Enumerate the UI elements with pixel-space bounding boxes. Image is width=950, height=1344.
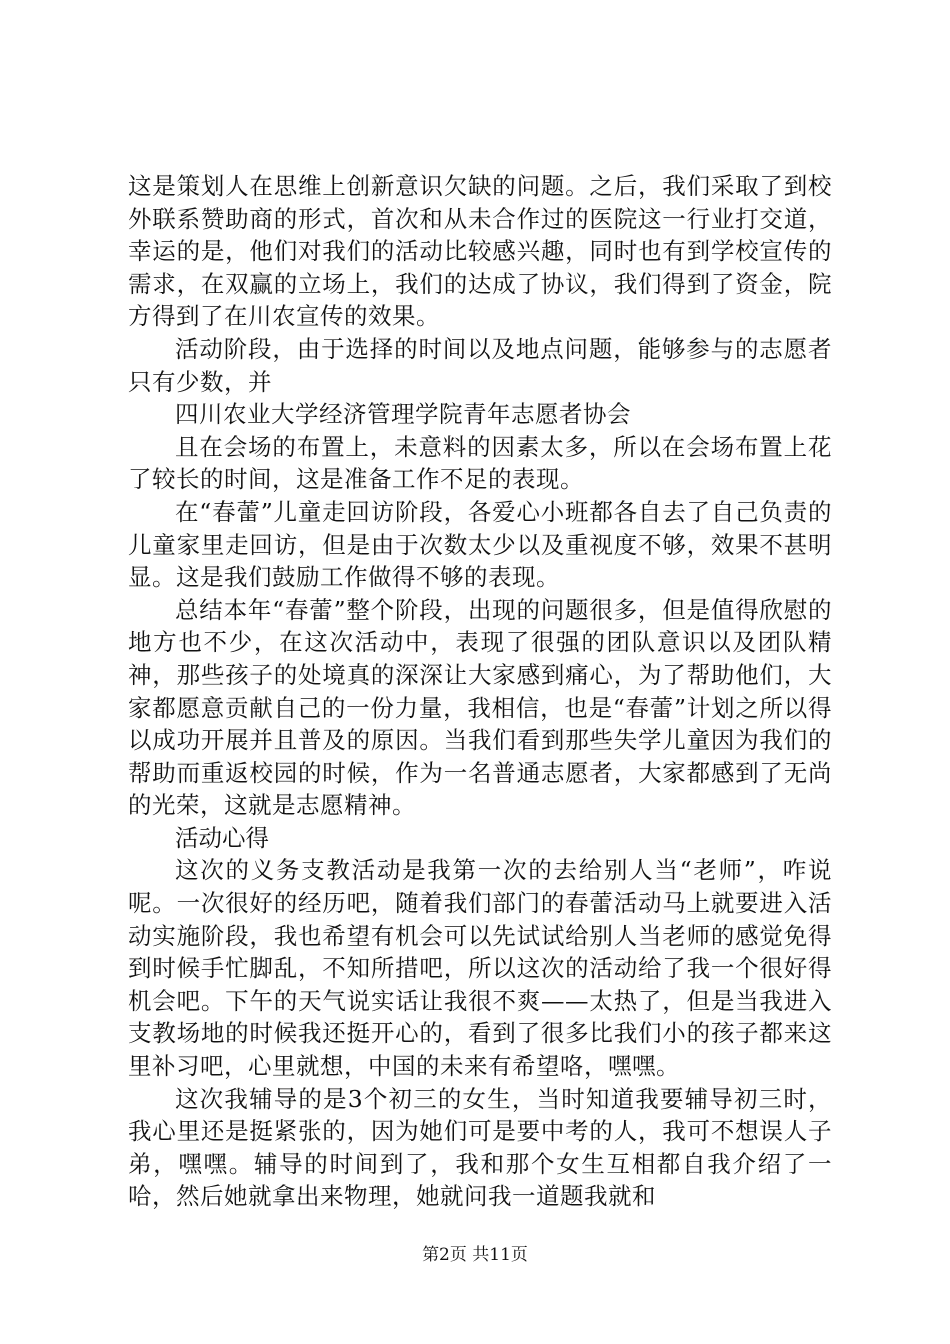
paragraph: 活动阶段，由于选择的时间以及地点问题，能够参与的志愿者只有少数，并 (128, 334, 832, 396)
paragraph-organization-name: 四川农业大学经济管理学院青年志愿者协会 (175, 400, 631, 429)
page-footer (0, 1244, 950, 1266)
paragraph: 这是策划人在思维上创新意识欠缺的问题。之后，我们采取了到校外联系赞助商的形式，首次和从未合作过的医院这一行业打交道，幸运的是，他们对我们的活动比较感兴趣，同时也有到学校宣传的需求，在双赢的立场上，我们的达成了协议，我们得到了资金，院方得到了在川农宣传的效果。 (128, 172, 832, 331)
paragraph: 且在会场的布置上，未意料的因素太多，所以在会场布置上花了较长的时间，这是准备工作不足的表现。 (128, 432, 832, 494)
paragraph: 这次的义务支教活动是我第一次的去给别人当“老师”，咋说呢。一次很好的经历吧，随着我们部门的春蕾活动马上就要进入活动实施阶段，我也希望有机会可以先试试给别人当老师的感觉免得到时候手忙脚乱，不知所措吧，所以这次的活动给了我一个很好得机会吧。下午的天气说实话让我很不爽——太热了，但是当我进入支教场地的时候我还挺开心的，看到了很多比我们小的孩子都来这里补习吧，心里就想，中国的未来有希望咯，嘿嘿。 (128, 856, 832, 1081)
paragraph: 在“春蕾”儿童走回访阶段，各爱心小班都各自去了自己负责的儿童家里走回访，但是由于次数太少以及重视度不够，效果不甚明显。这是我们鼓励工作做得不够的表现。 (128, 497, 832, 592)
section-heading: 活动心得 (175, 823, 269, 852)
page-number-label: 第2页 共11页 (422, 1245, 528, 1265)
body-text (128, 170, 832, 1213)
paragraph: 总结本年“春蕾”整个阶段，出现的问题很多，但是值得欣慰的地方也不少，在这次活动中，表现了很强的团队意识以及团队精神，那些孩子的处境真的深深让大家感到痛心，为了帮助他们，大家都愿意贡献自己的一份力量，我相信，也是“春蕾”计划之所以得以成功开展并且普及的原因。当我们看到那些失学儿童因为我们的帮助而重返校园的时候，作为一名普通志愿者，大家都感到了无尚的光荣，这就是志愿精神。 (128, 595, 832, 820)
paragraph: 这次我辅导的是3个初三的女生，当时知道我要辅导初三时，我心里还是挺紧张的，因为她们可是要中考的人，我可不想误人子弟，嘿嘿。辅导的时间到了，我和那个女生互相都自我介绍了一哈，然后她就拿出来物理，她就问我一道题我就和 (128, 1084, 832, 1211)
